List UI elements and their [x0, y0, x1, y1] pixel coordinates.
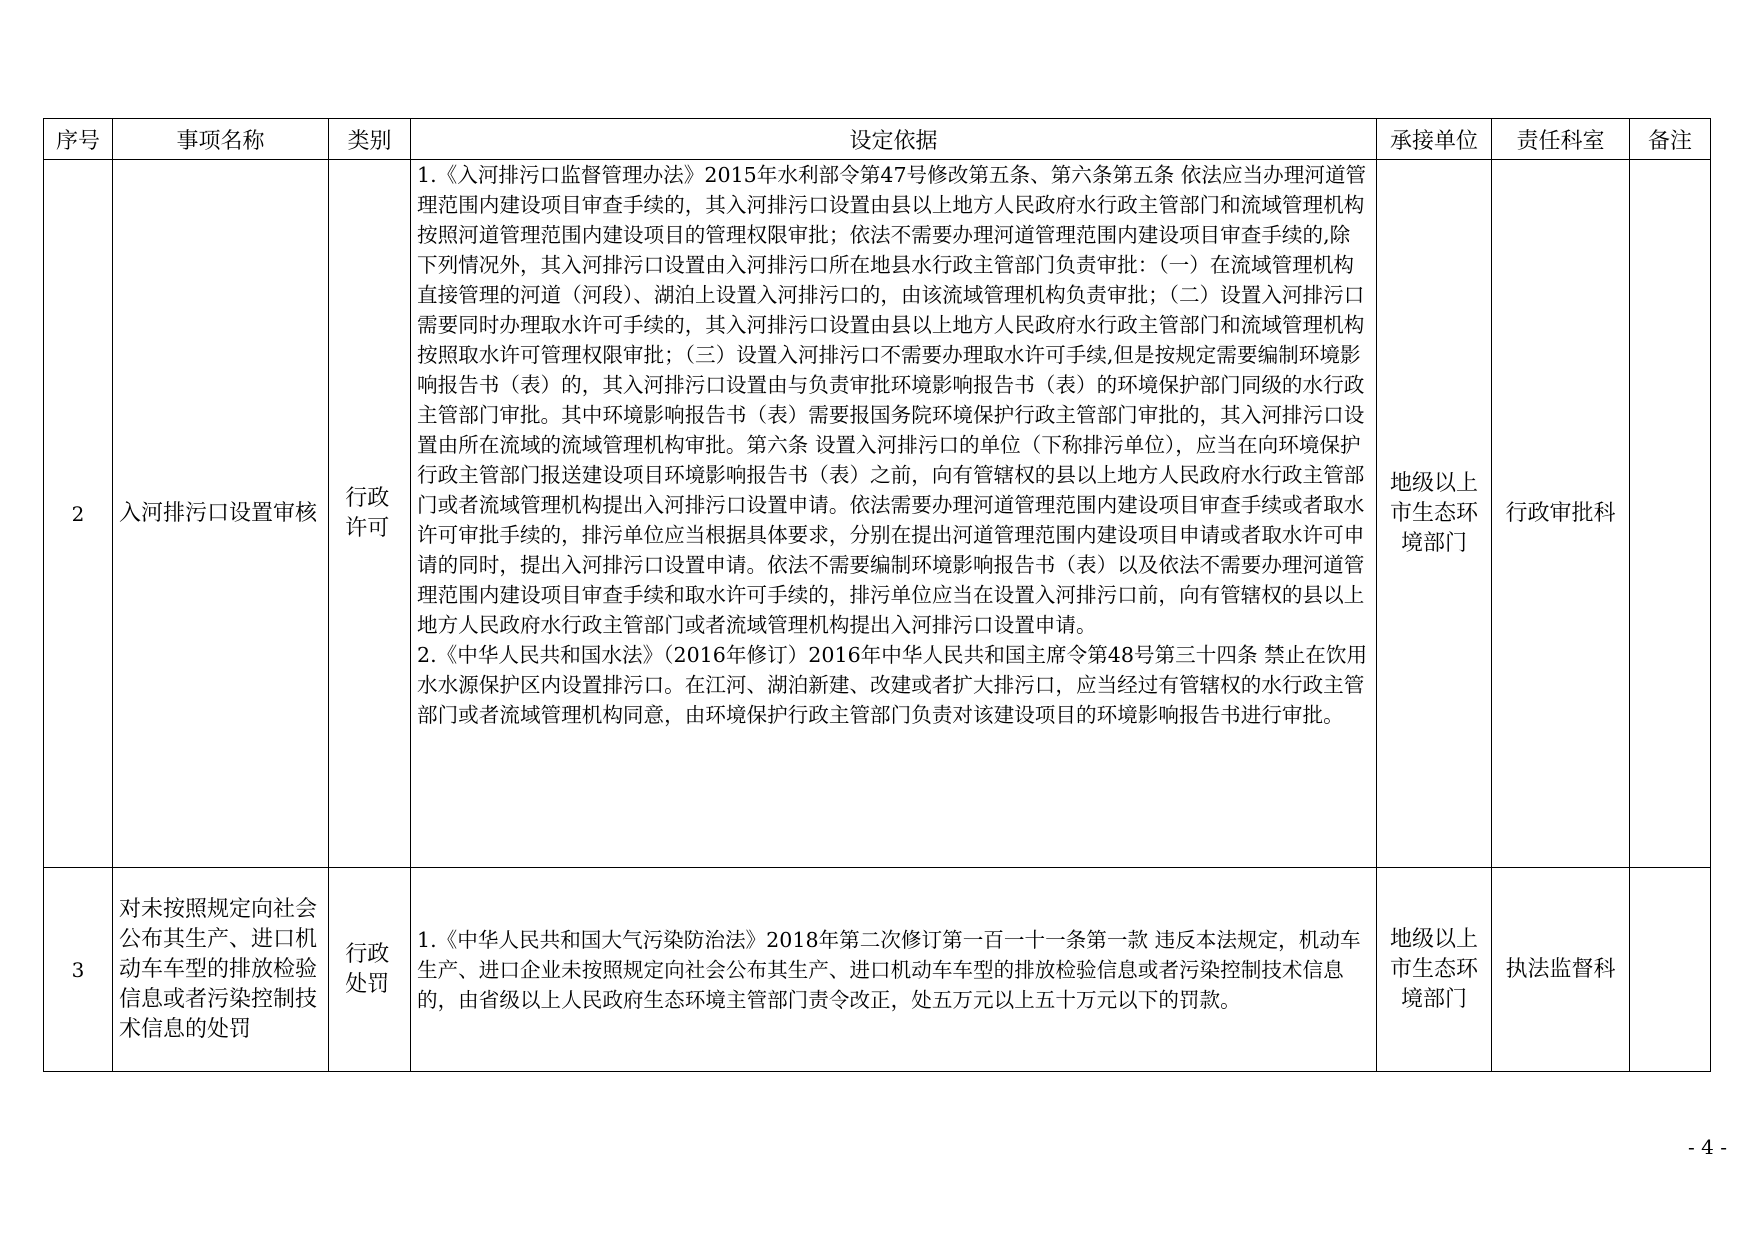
header-unit: 承接单位: [1377, 119, 1492, 160]
item-name: 入河排污口设置审核: [113, 160, 329, 868]
basis-paragraph: 2.《中华人民共和国水法》（2016年修订）2016年中华人民共和国主席令第48号第三十四条 禁止在饮用水水源保护区内设置排污口。在江河、湖泊新建、改建或者扩大排污口，应当经过有管辖权的水行政主管部门或者流域管理机构同意，由环境保护行政主管部门负责对该建设项目的环境影响报告书进行审批。: [417, 643, 1368, 727]
legal-basis: [411, 868, 1377, 1072]
table-row: [44, 160, 1711, 868]
row-number: 3: [44, 868, 113, 1072]
header-basis: 设定依据: [411, 119, 1377, 160]
category-text: 行政处罚: [345, 941, 390, 997]
item-category: [329, 160, 411, 868]
responsible-unit: [1377, 160, 1492, 868]
header-row: [44, 119, 1711, 160]
header-no: 序号: [44, 119, 113, 160]
remark: [1630, 160, 1711, 868]
responsible-dept: 行政审批科: [1492, 160, 1630, 868]
remark: [1630, 868, 1711, 1072]
header-note: 备注: [1630, 119, 1711, 160]
table-row: [44, 868, 1711, 1072]
responsible-unit: [1377, 868, 1492, 1072]
header-item-name: 事项名称: [113, 119, 329, 160]
basis-paragraph: 1.《中华人民共和国大气污染防治法》2018年第二次修订第一百一十一条第一款 违反本法规定，机动车生产、进口企业未按照规定向社会公布其生产、进口机动车车型的排放检验信息或者污染控制技术信息的，由省级以上人民政府生态环境主管部门责令改正，处五万元以上五十万元以下的罚款。: [417, 927, 1361, 1012]
basis-paragraph: 1.《入河排污口监督管理办法》2015年水利部令第47号修改第五条、第六条第五条 依法应当办理河道管理范围内建设项目审查手续的，其入河排污口设置由县以上地方人民政府水行政主管部门和流域管理机构按照河道管理范围内建设项目的管理权限审批；依法不需要办理河道管理范围内建设项目审查手续的,除下列情况外，其入河排污口设置由入河排污口所在地县水行政主管部门负责审批：（一）在流域管理机构直接管理的河道（河段）、湖泊上设置入河排污口的，由该流域管理机构负责审批；（二）设置入河排污口需要同时办理取水许可手续的，其入河排污口设置由县以上地方人民政府水行政主管部门和流域管理机构按照取水许可管理权限审批；（三）设置入河排污口不需要办理取水许可手续,但是按规定需要编制环境影响报告书（表）的，其入河排污口设置由与负责审批环境影响报告书（表）的环境保护部门同级的水行政主管部门审批。其中环境影响报告书（表）需要报国务院环境保护行政主管部门审批的，其入河排污口设置由所在流域的流域管理机构审批。第六条 设置入河排污口的单位（下称排污单位），应当在向环境保护行政主管部门报送建设项目环境影响报告书（表）之前，向有管辖权的县以上地方人民政府水行政主管部门或者流域管理机构提出入河排污口设置申请。依法需要办理河道管理范围内建设项目审查手续或者取水许可审批手续的，排污单位应当根据具体要求，分别在提出河道管理范围内建设项目申请或者取水许可申请的同时，提出入河排污口设置申请。依法不需要编制环境影响报告书（表）以及依法不需要办理河道管理范围内建设项目审查手续和取水许可手续的，排污单位应当在设置入河排污口前，向有管辖权的县以上地方人民政府水行政主管部门或者流域管理机构提出入河排污口设置申请。: [417, 163, 1367, 637]
item-name: 对未按照规定向社会公布其生产、进口机动车车型的排放检验信息或者污染控制技术信息的处罚: [113, 868, 329, 1072]
item-category: [329, 868, 411, 1072]
row-number: 2: [44, 160, 113, 868]
category-text: 行政许可: [345, 485, 390, 541]
unit-text: 地级以上市生态环境部门: [1389, 926, 1478, 1012]
unit-text: 地级以上市生态环境部门: [1389, 470, 1478, 556]
responsible-dept: 执法监督科: [1492, 868, 1630, 1072]
legal-basis: [411, 160, 1377, 868]
header-dept: 责任科室: [1492, 119, 1630, 160]
header-category: 类别: [329, 119, 411, 160]
authority-table: [43, 118, 1711, 1072]
page-number: - 4 -: [1688, 1135, 1727, 1159]
